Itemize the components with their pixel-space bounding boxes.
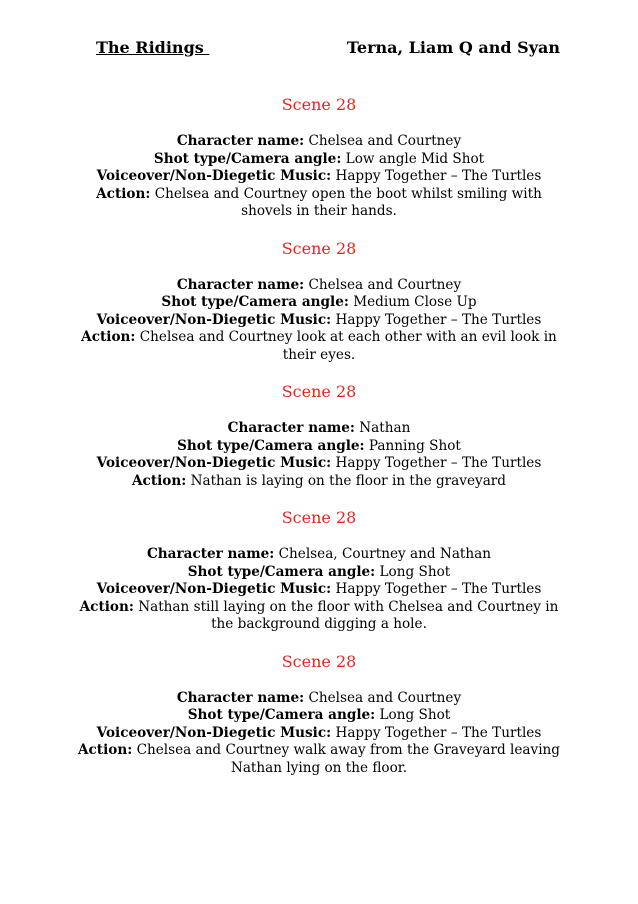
action-label: Action: [96,185,151,202]
character-label: Character name: [176,133,305,149]
shot-label: Shot type/Camera angle: [161,294,349,310]
action-label: Action: [77,742,133,758]
shot-label: Shot type/Camera angle: [187,707,376,723]
shot-label: Shot type/Camera angle: [187,563,376,580]
scene-title: Scene 28 [281,382,357,401]
document-title: The Ridings [96,38,210,57]
scene-title: Scene 28 [281,508,357,527]
shot-label: Shot type/Camera angle: [177,437,365,454]
voiceover-value: Happy Together – The Turtles [335,724,542,741]
action-line-continued: their eyes. [282,346,356,363]
scene-block-3 [60,382,578,490]
character-value: Chelsea and Courtney [308,133,462,149]
scene-title: Scene 28 [281,95,357,114]
character-label: Character name: [176,276,305,293]
shot-line [60,151,578,169]
shot-line [60,707,578,725]
voiceover-label: Voiceover/Non-Diegetic Music: [96,168,332,184]
character-line [60,546,578,564]
character-line [60,690,578,708]
shot-value: Panning Shot [368,437,461,454]
scene-block-2 [60,239,578,365]
action-value: Nathan still laying on the floor with Chelsea and Courtney in [138,598,559,615]
action-value: Nathan is laying on the floor in the graveyard [190,472,506,489]
scene-title: Scene 28 [281,651,357,671]
shot-value: Long Shot [379,563,451,580]
shot-line [60,438,578,456]
action-label: Action: [81,329,136,345]
action-line-continued: the background digging a hole. [211,616,427,632]
character-line [60,420,578,438]
action-line [60,329,578,347]
authors: Terna, Liam Q and Syan [346,38,560,57]
character-value: Nathan [359,420,411,436]
voiceover-value: Happy Together – The Turtles [335,168,542,184]
action-line [60,473,578,491]
action-line [60,186,578,204]
voiceover-line [60,168,578,186]
character-value: Chelsea and Courtney [308,689,462,706]
scene-title: Scene 28 [281,238,357,258]
action-line-continued: Nathan lying on the floor. [230,759,408,776]
scene-block-5 [60,652,578,778]
voiceover-value: Happy Together – The Turtles [335,455,542,471]
voiceover-line [60,312,578,330]
character-label: Character name: [176,689,305,706]
shot-line [60,564,578,582]
action-line [60,742,578,760]
voiceover-line [60,455,578,473]
voiceover-value: Happy Together – The Turtles [335,581,542,597]
character-label: Character name: [227,420,355,436]
voiceover-label: Voiceover/Non-Diegetic Music: [96,311,332,328]
action-line-continued: shovels in their hands. [241,203,397,219]
voiceover-value: Happy Together – The Turtles [335,311,542,328]
character-value: Chelsea and Courtney [308,276,462,293]
voiceover-label: Voiceover/Non-Diegetic Music: [96,455,332,471]
shot-line [60,294,578,312]
voiceover-label: Voiceover/Non-Diegetic Music: [96,724,332,741]
scene-block-4 [60,508,578,634]
page-header [96,38,560,62]
character-value: Chelsea, Courtney and Nathan [278,546,492,562]
action-value: Chelsea and Courtney look at each other with an evil look in [139,329,557,345]
shot-value: Medium Close Up [353,294,477,310]
action-line [60,599,578,617]
action-label: Action: [79,598,134,615]
action-value: Chelsea and Courtney open the boot whilst smiling with [154,185,542,202]
shot-value: Low angle Mid Shot [345,150,485,167]
shot-value: Long Shot [379,707,451,723]
voiceover-label: Voiceover/Non-Diegetic Music: [96,581,332,597]
scene-block-1 [60,95,578,221]
character-line [60,277,578,295]
action-label: Action: [132,472,187,489]
action-value: Chelsea and Courtney walk away from the Graveyard leaving [136,742,561,758]
scene-list [60,95,578,795]
character-line [60,133,578,151]
character-label: Character name: [146,546,275,562]
voiceover-line [60,725,578,743]
shot-label: Shot type/Camera angle: [153,150,342,167]
voiceover-line [60,581,578,599]
